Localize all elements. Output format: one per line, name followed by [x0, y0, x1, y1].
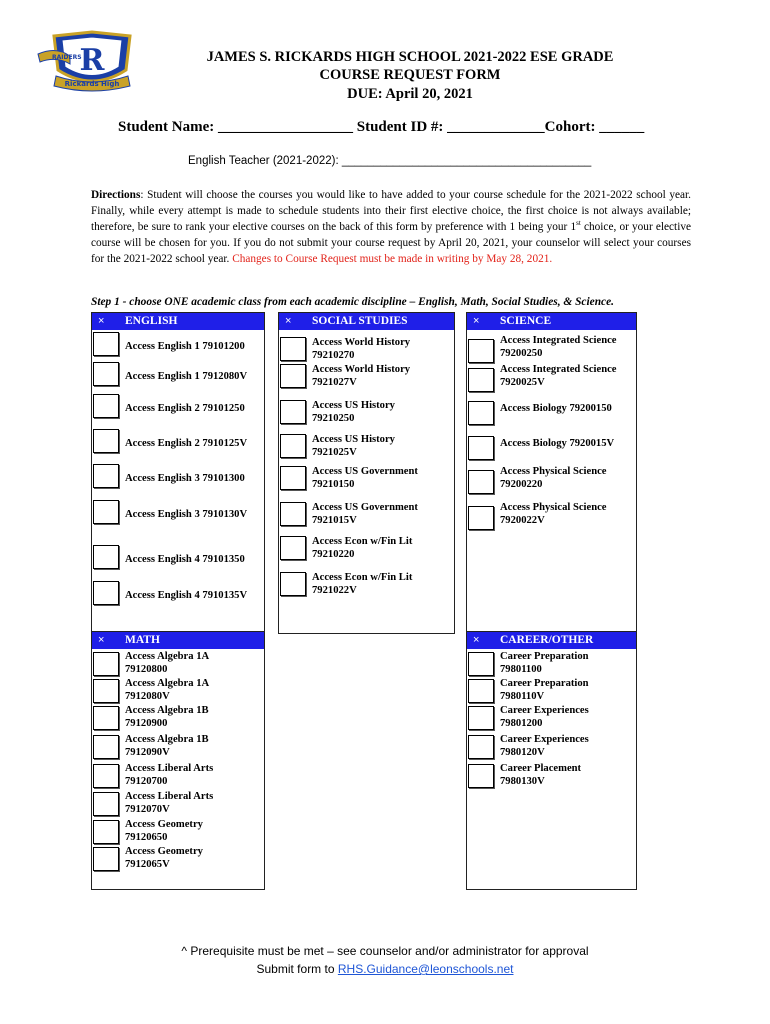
course-checkbox[interactable] [93, 679, 119, 703]
logo-banner-top: RAIDERS [52, 54, 82, 61]
course-checkbox[interactable] [93, 464, 119, 488]
course-label: Career Preparation 7980110V [500, 678, 589, 702]
form-due-date: DUE: April 20, 2021 [347, 86, 473, 102]
step1-instruction: Step 1 - choose ONE academic class from each academic discipline – English, Math, Social Studies, & Science. [91, 296, 615, 308]
course-checkbox[interactable] [468, 401, 494, 425]
course-label: Access Geometry 7912065V [125, 846, 203, 870]
guidance-email-link[interactable]: RHS.Guidance@leonschools.net [337, 962, 514, 976]
course-checkbox[interactable] [93, 581, 119, 605]
course-label: Access World History 79210270 [312, 337, 411, 361]
english-header [92, 313, 264, 330]
course-checkbox[interactable] [468, 706, 494, 730]
logo-letter: R [79, 43, 105, 78]
course-checkbox[interactable] [93, 820, 119, 844]
career-section [466, 631, 637, 890]
math-header [92, 632, 264, 649]
social-title: SOCIAL STUDIES [312, 315, 408, 327]
course-label: Access English 3 7910130V [125, 509, 248, 520]
course-label: Access English 1 79101200 [125, 341, 245, 352]
course-label: Access English 1 7912080V [125, 371, 248, 382]
course-label: Career Experiences 7980120V [500, 734, 589, 758]
career-header [467, 632, 636, 649]
science-header [467, 313, 636, 330]
logo-banner-bottom: Rickards High [64, 80, 120, 88]
course-checkbox[interactable] [93, 847, 119, 871]
course-checkbox[interactable] [93, 706, 119, 730]
course-label: Access English 3 79101300 [125, 473, 245, 484]
course-label: Access Geometry 79120650 [125, 819, 203, 843]
social-header [279, 313, 454, 330]
course-label: Access Algebra 1A 79120800 [125, 651, 210, 675]
math-title: MATH [125, 634, 160, 646]
course-label: Access Algebra 1B 79120900 [125, 705, 209, 729]
course-label: Access US History 7921025V [312, 434, 395, 458]
career-title: CAREER/OTHER [500, 634, 594, 646]
course-label: Access Physical Science 7920022V [500, 502, 607, 526]
course-label: Access English 4 7910135V [125, 590, 248, 601]
course-checkbox[interactable] [280, 466, 306, 490]
course-checkbox[interactable] [280, 434, 306, 458]
course-checkbox[interactable] [468, 652, 494, 676]
directions-sup: st [576, 219, 581, 228]
course-label: Access English 4 79101350 [125, 554, 245, 565]
course-checkbox[interactable] [280, 400, 306, 424]
school-logo [36, 30, 148, 92]
course-checkbox[interactable] [280, 337, 306, 361]
close-x-icon: × [285, 315, 292, 327]
course-label: Access World History 7921027V [312, 364, 411, 388]
prerequisite-note: ^ Prerequisite must be met – see counselor and/or administrator for approval [181, 944, 589, 958]
course-label: Career Placement 7980130V [500, 763, 582, 787]
course-checkbox[interactable] [280, 572, 306, 596]
course-checkbox[interactable] [468, 470, 494, 494]
social-studies-section [278, 312, 455, 634]
course-label: Access Physical Science 79200220 [500, 466, 607, 490]
course-checkbox[interactable] [93, 362, 119, 386]
course-checkbox[interactable] [468, 436, 494, 460]
course-label: Access Algebra 1A 7912080V [125, 678, 210, 702]
close-x-icon: × [98, 315, 105, 327]
course-checkbox[interactable] [468, 368, 494, 392]
directions-label: Directions [91, 189, 141, 201]
course-checkbox[interactable] [468, 339, 494, 363]
math-section [91, 631, 265, 890]
english-title: ENGLISH [125, 315, 178, 327]
course-checkbox[interactable] [93, 764, 119, 788]
student-info-line[interactable]: Student Name: __________________ Student ID #: _____________Cohort: ______ [118, 119, 645, 135]
course-label: Access English 2 79101250 [125, 403, 245, 414]
close-x-icon: × [473, 315, 480, 327]
course-label: Access Liberal Arts 79120700 [125, 763, 214, 787]
course-label: Access US Government 7921015V [312, 502, 418, 526]
course-label: Career Preparation 79801100 [500, 651, 589, 675]
science-title: SCIENCE [500, 315, 552, 327]
course-label: Access Integrated Science 7920025V [500, 364, 617, 388]
course-checkbox[interactable] [468, 764, 494, 788]
course-label: Access Econ w/Fin Lit 7921022V [312, 572, 413, 596]
directions-text-b: choice, or your elective course will be chosen for you. If you do not submit your course request by April 20, 2021, your counselor will select your courses for the 2021-2022 school year. [91, 221, 692, 265]
course-label: Access Liberal Arts 7912070V [125, 791, 214, 815]
course-label: Access English 2 7910125V [125, 438, 248, 449]
course-checkbox[interactable] [468, 679, 494, 703]
course-checkbox[interactable] [93, 792, 119, 816]
directions-paragraph [91, 187, 691, 267]
course-checkbox[interactable] [93, 394, 119, 418]
course-checkbox[interactable] [93, 735, 119, 759]
science-section [466, 312, 637, 634]
submit-note [0, 962, 770, 976]
submit-prefix: Submit form to [256, 962, 338, 976]
course-checkbox[interactable] [93, 652, 119, 676]
course-label: Access Algebra 1B 7912090V [125, 734, 209, 758]
course-label: Access Biology 79200150 [500, 403, 612, 414]
form-title-line2: COURSE REQUEST FORM [319, 67, 501, 83]
english-section [91, 312, 265, 634]
course-label: Access US Government 79210150 [312, 466, 418, 490]
course-checkbox[interactable] [468, 735, 494, 759]
course-checkbox[interactable] [280, 536, 306, 560]
course-label: Access US History 79210250 [312, 400, 395, 424]
course-checkbox[interactable] [468, 506, 494, 530]
course-label: Career Experiences 79801200 [500, 705, 589, 729]
course-checkbox[interactable] [280, 502, 306, 526]
close-x-icon: × [98, 634, 105, 646]
directions-deadline-note: Changes to Course Request must be made in writing by May 28, 2021. [232, 253, 553, 265]
english-teacher-line[interactable]: English Teacher (2021-2022): _______________________________________ [188, 155, 592, 167]
course-label: Access Econ w/Fin Lit 79210220 [312, 536, 413, 560]
course-checkbox[interactable] [93, 429, 119, 453]
close-x-icon: × [473, 634, 480, 646]
course-checkbox[interactable] [93, 500, 119, 524]
directions-text-a: : Student will choose the courses you would like to have added to your course schedule for the 2021-2022 school year. Finally, while every attempt is made to schedule students into their first elective choice, the first choice is not always available; therefore, be sure to rank your elective courses on the back of this form by preference with 1 being your 1 [91, 189, 691, 233]
course-checkbox[interactable] [280, 364, 306, 388]
course-label: Access Biology 7920015V [500, 438, 615, 449]
course-label: Access Integrated Science 79200250 [500, 335, 617, 359]
course-checkbox[interactable] [93, 332, 119, 356]
course-checkbox[interactable] [93, 545, 119, 569]
form-title-line1: JAMES S. RICKARDS HIGH SCHOOL 2021-2022 ESE GRADE [206, 49, 614, 65]
